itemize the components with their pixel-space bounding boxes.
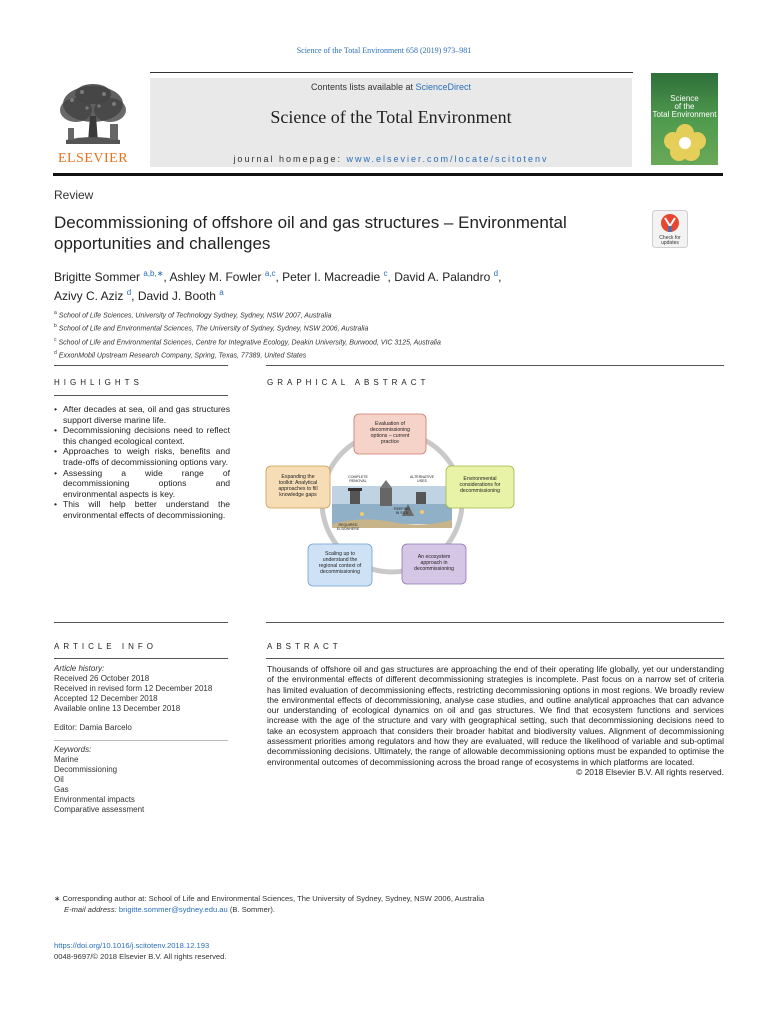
scene-label-alternative-uses: ALTERNATIVE: [409, 475, 435, 479]
article-title: Decommissioning of offshore oil and gas structures – Environmental opportunities and challenges: [54, 213, 567, 253]
email-label: E-mail address:: [64, 905, 117, 914]
affiliation-item: [54, 321, 654, 334]
abstract-heading: ABSTRACT: [267, 642, 342, 651]
highlight-item: • After decades at sea, oil and gas structures support diverse marine life.: [54, 404, 230, 425]
abstract-body: [267, 664, 724, 777]
highlights-under-rule: [54, 395, 228, 396]
keywords-rule: [54, 740, 228, 741]
keywords-label: Keywords:: [54, 745, 92, 754]
ga-box-text: decommissioning: [319, 569, 361, 575]
email-link[interactable]: brigitte.sommer@sydney.edu.au: [118, 905, 228, 914]
author-sep: ,: [498, 270, 502, 284]
graphical-abstract-figure: [262, 404, 522, 594]
homepage-prefix: journal homepage:: [233, 154, 347, 164]
history-received: Received 26 October 2018: [54, 674, 150, 683]
highlights-heading: HIGHLIGHTS: [54, 378, 143, 387]
ga-box-text: approaches to fill: [278, 486, 318, 492]
ga-box-text: regional context of: [318, 563, 362, 569]
affiliation-item: [54, 335, 654, 348]
journal-homepage-line: [150, 154, 632, 164]
author-name[interactable]: Peter I. Macreadie: [282, 270, 381, 284]
article-type: Review: [54, 188, 94, 202]
highlight-item: • Decommissioning decisions need to reflect this changed ecological context.: [54, 425, 230, 446]
keyword: Marine: [54, 755, 79, 764]
ga-box-text: decommissioning: [459, 488, 501, 494]
ga-box-text: toolkit: Analytical: [278, 480, 318, 486]
affiliation-item: [54, 308, 654, 321]
author-name[interactable]: Brigitte Sommer: [54, 270, 141, 284]
ga-box-text: Environmental: [463, 476, 497, 482]
scene-label-complete-removal: COMPLETE: [348, 475, 368, 479]
scene-label-alternative-uses: USES: [417, 479, 427, 483]
graphical-abstract-heading: GRAPHICAL ABSTRACT: [267, 378, 430, 387]
ga-box-text: decommissioning: [369, 427, 411, 433]
history-label: Article history:: [54, 664, 105, 673]
cover-title-line-2: of the: [674, 102, 695, 111]
highlights-rule: [54, 365, 228, 366]
affiliation-label: d: [54, 349, 57, 356]
article-info-heading: ARTICLE INFO: [54, 642, 157, 651]
article-info-rule: [54, 622, 228, 623]
affiliation-text: School of Life and Environmental Sciences, The University of Sydney, Sydney, NSW 2006, Australia: [58, 325, 369, 333]
author-name[interactable]: Azivy C. Aziz: [54, 289, 124, 303]
affiliation-label: c: [54, 336, 57, 343]
offshore-scene-illustration: [332, 480, 452, 528]
keyword: Gas: [54, 785, 69, 794]
cover-title: [651, 95, 718, 119]
elsevier-wordmark: ELSEVIER: [57, 151, 129, 166]
affiliation-text: ExxonMobil Upstream Research Company, Spring, Texas, 77389, United States: [58, 352, 307, 360]
ga-box-text: practice: [380, 439, 400, 445]
author-affil-marks[interactable]: d: [126, 288, 132, 297]
author-name[interactable]: David A. Palandro: [394, 270, 491, 284]
history-revised: Received in revised form 12 December 2018: [54, 684, 213, 693]
crossmark-text-2: updates: [661, 240, 679, 246]
affiliation-label: b: [54, 323, 57, 330]
affiliation-label: a: [54, 310, 57, 316]
abstract-rule: [266, 622, 724, 623]
corresponding-footnote: [54, 893, 714, 915]
journal-cover-thumbnail[interactable]: [651, 73, 718, 165]
graphical-abstract-rule: [266, 365, 724, 366]
affiliation-item: [54, 348, 654, 361]
author-affil-marks[interactable]: a,b,: [143, 269, 157, 278]
author-affil-marks[interactable]: d: [493, 269, 499, 278]
cover-flower-icon: [659, 121, 711, 161]
ga-box-text: decommissioning: [413, 566, 455, 572]
corresponding-star[interactable]: ∗: [156, 269, 164, 278]
author-sep: ,: [131, 289, 138, 303]
cover-title-line-1: Science: [670, 94, 699, 103]
ga-box-text: considerations for: [459, 482, 501, 488]
author-affil-marks[interactable]: c: [383, 269, 388, 278]
author-affil-marks[interactable]: a: [219, 288, 224, 297]
ga-box-text: An ecosystem: [417, 554, 451, 560]
header-top-rule: [150, 72, 633, 73]
history-accepted: Accepted 12 December 2018: [54, 694, 158, 703]
affiliation-text: School of Life and Environmental Sciences, Centre for Integrative Ecology, Deakin University, Burwood, VIC 3125, Australia: [58, 338, 441, 346]
corresponding-line: [54, 893, 714, 904]
keyword: Comparative assessment: [54, 805, 145, 814]
ga-box-text: Scaling up to: [325, 551, 355, 557]
editor-line: Editor: Damia Barcelo: [54, 723, 132, 732]
author-affil-marks[interactable]: a,c: [264, 269, 276, 278]
scene-label-complete-removal: REMOVAL: [349, 479, 367, 483]
affiliation-list: [54, 308, 654, 361]
ga-box-text: Expanding the: [281, 474, 315, 480]
ga-box-text: understand the: [322, 557, 358, 563]
corresponding-text: Corresponding author at: School of Life and Environmental Sciences, The University of Sydney, Sydney, NSW 2006, Australia: [62, 894, 485, 903]
footnote-mark: ∗: [54, 894, 61, 903]
contents-prefix: Contents lists available at: [310, 82, 416, 92]
scene-label-reefing: REEFING: [394, 507, 410, 511]
sciencedirect-link[interactable]: ScienceDirect: [415, 82, 472, 92]
author-name[interactable]: David J. Booth: [137, 289, 216, 303]
ga-box-text: Evaluation of: [375, 421, 405, 427]
ga-box-text: knowledge gaps: [279, 492, 317, 498]
article-info-under-rule: [54, 658, 228, 659]
author-sep: ,: [163, 270, 170, 284]
header-thick-rule: [53, 173, 723, 176]
homepage-link[interactable]: www.elsevier.com/locate/scitotenv: [346, 154, 549, 164]
scene-label-reefing: IN SITU: [395, 511, 409, 515]
ga-box-text: options – current: [370, 433, 410, 439]
keyword: Oil: [54, 775, 64, 784]
highlight-item: • Assessing a wide range of decommissioning options and environmental aspects is key.: [54, 468, 230, 500]
abstract-under-rule: [266, 658, 724, 659]
crossmark-text-1: Check for: [659, 235, 681, 241]
author-sep: ,: [275, 270, 283, 284]
check-for-updates-icon[interactable]: [652, 210, 688, 248]
author-list: [54, 266, 654, 304]
scene-label-required: ELSEWHERE: [336, 527, 360, 531]
ga-box-text: approach in: [420, 560, 448, 566]
highlight-item: • Approaches to weigh risks, benefits and trade-offs of decommissioning options vary.: [54, 446, 230, 467]
author-sep: ,: [387, 270, 395, 284]
cover-title-line-3: Total Environment: [652, 110, 717, 119]
keyword: Decommissioning: [54, 765, 118, 774]
scene-label-required: REQUIRED: [338, 523, 358, 527]
abstract-copyright: © 2018 Elsevier B.V. All rights reserved.: [576, 766, 724, 777]
abstract-text: Thousands of offshore oil and gas structures are approaching the end of their operating life globally, yet our understanding of the environmental effects of different decommissioning strategies is incomplete. Past focus on a narrow set of criteria has limited evaluation of decommissioning effects, restricting decommissioning options in most regions. We broadly review the environmental effects of decommissioning, analyse case studies, and outline analytical approaches that can advance our understanding of ecological dynamics on oil and gas structures. We find that ecosystem functions and services increase with the age of the structure and vary with geographical setting, such that decommissioning decisions need to take an ecosystem approach that considers their broader habitat and biodiversity values. Alignment of decommissioning assessment priorities among regulators and how they are evaluated, will reduce the likelihood of variable and sub-optimal decommissioning decisions. Ultimately, the range of allowable decommissioning options must be expanded to optimise the environmental outcomes of decommissioning across the broad range of ecosystems in which platforms are located.: [267, 664, 724, 767]
doi-block: [54, 940, 226, 962]
doi-link[interactable]: https://doi.org/10.1016/j.scitotenv.2018.12.193: [54, 941, 210, 950]
author-name[interactable]: Ashley M. Fowler: [169, 270, 262, 284]
keyword: Environmental impacts: [54, 795, 135, 804]
article-info-block: [54, 664, 230, 815]
contents-line: [150, 82, 632, 92]
highlight-item: • This will help better understand the environmental effects of decommissioning.: [54, 499, 230, 520]
journal-name: Science of the Total Environment: [270, 107, 512, 127]
issn-line: 0048-9697/© 2018 Elsevier B.V. All rights reserved.: [54, 952, 227, 961]
email-suffix: (B. Sommer).: [227, 905, 276, 914]
email-line: [54, 904, 714, 915]
highlights-list: [54, 404, 230, 521]
journal-citation[interactable]: Science of the Total Environment 658 (2019) 973–981: [296, 46, 472, 55]
history-online: Available online 13 December 2018: [54, 704, 181, 713]
affiliation-text: School of Life Sciences, University of Technology Sydney, Sydney, NSW 2007, Australia: [58, 312, 332, 320]
